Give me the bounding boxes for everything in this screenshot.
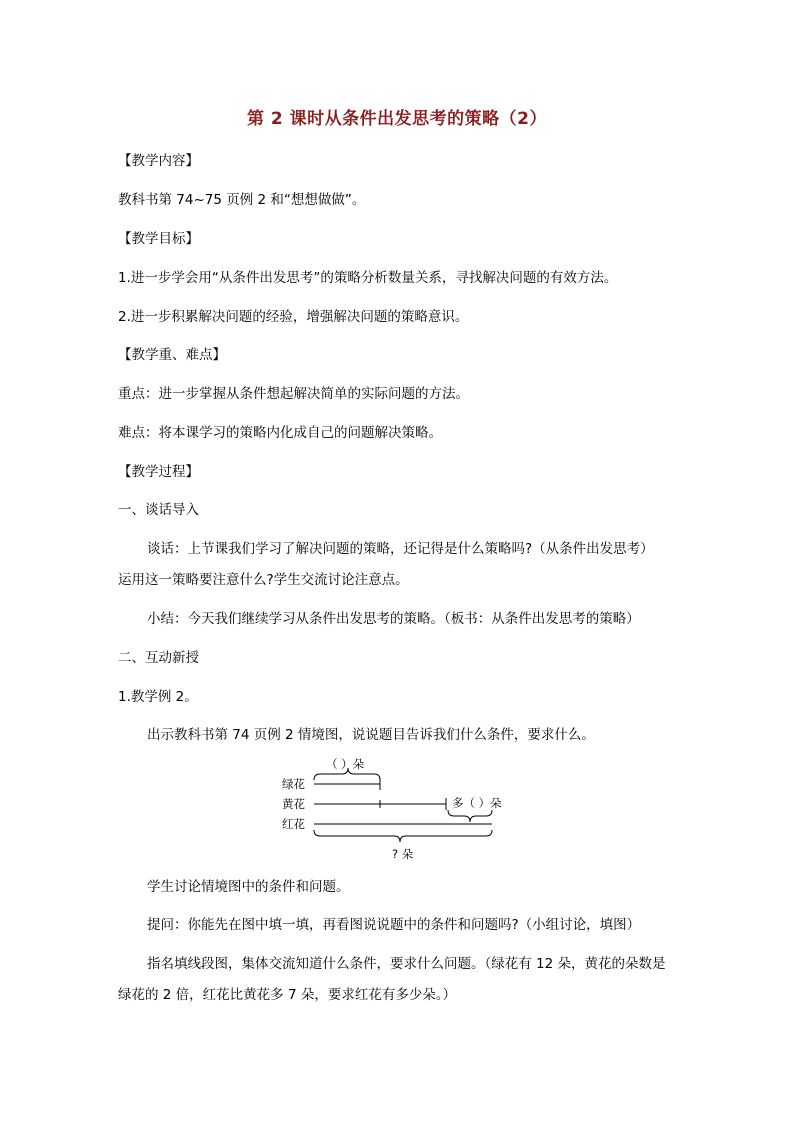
line-segment-diagram [280, 754, 520, 866]
part-2-heading: 二、互动新授 [118, 650, 199, 666]
part-1-heading: 一、谈话导入 [118, 502, 199, 518]
summary-paragraph: 小结：今天我们继续学习从条件出发思考的策略。（板书：从条件出发思考的策略） [147, 611, 640, 627]
red-brace [314, 830, 492, 842]
red-flower-label: 红花 [282, 817, 305, 831]
key-points-heading: 【教学重、难点】 [118, 347, 226, 363]
discuss-paragraph: 学生讨论情境图中的条件和问题。 [147, 879, 350, 895]
process-heading: 【教学过程】 [118, 464, 199, 480]
red-brace-label: ? 朵 [392, 847, 414, 861]
goal-item-1: 1.进一步学会用“从条件出发思考”的策略分析数量关系，寻找解决问题的有效方法。 [118, 270, 618, 286]
talk-paragraph-line-2: 运用这一策略要注意什么?学生交流讨论注意点。 [118, 572, 409, 588]
page-title: 第 2 课时从条件出发思考的策略（2） [247, 109, 547, 129]
line-segment-diagram-svg [280, 754, 520, 866]
yellow-flower-label: 黄花 [282, 797, 305, 811]
key-point-text: 重点：进一步掌握从条件想起解决简单的实际问题的方法。 [118, 386, 469, 402]
difficult-point-text: 难点：将本课学习的策略内化成自己的问题解决策略。 [118, 425, 442, 441]
extra-brace-label: 多（ ）朵 [452, 796, 502, 810]
question-paragraph: 提问：你能先在图中填一填，再看图说说题中的条件和问题吗?（小组讨论，填图） [147, 917, 641, 933]
show-example-paragraph: 出示教科书第 74 页例 2 情境图，说说题目告诉我们什么条件，要求什么。 [147, 727, 595, 743]
goals-heading: 【教学目标】 [118, 231, 199, 247]
answer-paragraph-line-2: 绿花的 2 倍，红花比黄花多 7 朵，要求红花有多少朵。） [118, 987, 457, 1003]
extra-brace [448, 810, 492, 822]
green-brace-label: （ ）朵 [326, 757, 365, 771]
example-heading: 1.教学例 2。 [118, 689, 198, 705]
content-text: 教科书第 74~75 页例 2 和“想想做做”。 [118, 192, 366, 208]
talk-paragraph-line-1: 谈话：上节课我们学习了解决问题的策略，还记得是什么策略吗?（从条件出发思考） [147, 541, 654, 557]
content-heading: 【教学内容】 [118, 153, 199, 169]
answer-paragraph-line-1: 指名填线段图，集体交流知道什么条件，要求什么问题。（绿花有 12 朵，黄花的朵数是 [147, 956, 666, 972]
green-flower-label: 绿花 [282, 777, 305, 791]
goal-item-2: 2.进一步积累解决问题的经验，增强解决问题的策略意识。 [118, 309, 469, 325]
